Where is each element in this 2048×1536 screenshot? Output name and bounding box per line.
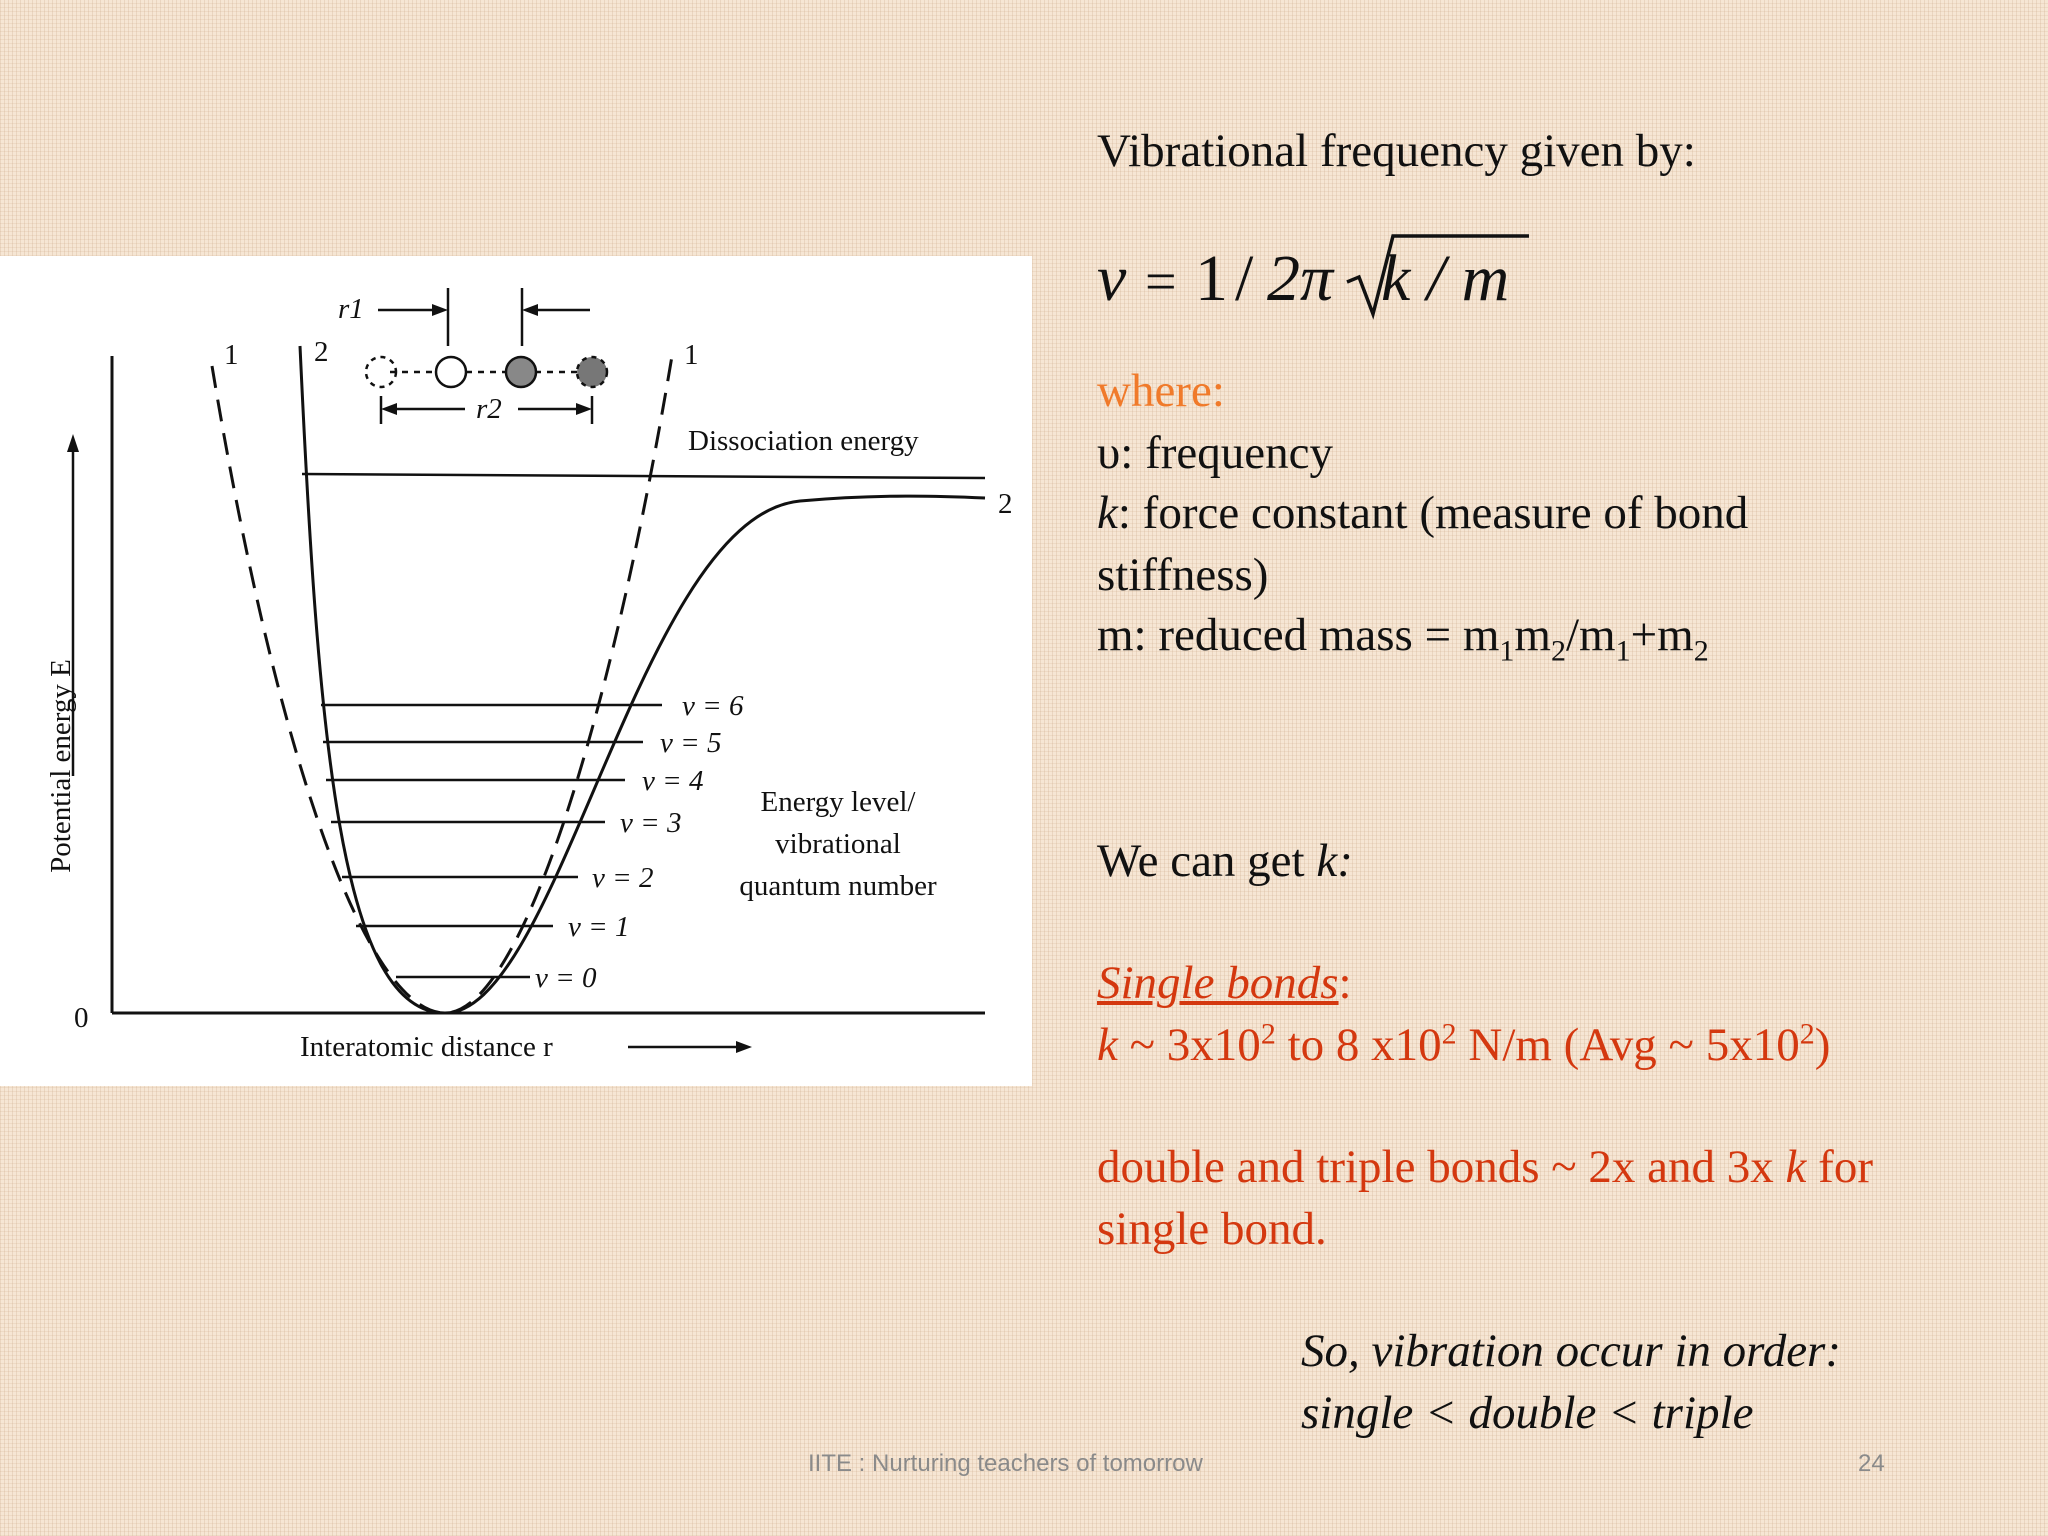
energy-level-label-2: vibrational	[775, 828, 901, 860]
r1-label: r1	[338, 293, 364, 325]
k-range-c: N/m (Avg ~ 5x10	[1456, 1019, 1800, 1071]
atom-dashed-filled-right	[577, 357, 607, 387]
def-m-slash: /m	[1565, 609, 1616, 661]
double-triple-line-2: single bond.	[1097, 1203, 1327, 1255]
order-line-2: single < double < triple	[1301, 1387, 1754, 1439]
k-sup-b: 2	[1441, 1017, 1457, 1051]
level-label-v4: v = 4	[642, 765, 704, 797]
atom-open-left	[436, 357, 466, 387]
level-label-v5: v = 5	[660, 727, 722, 759]
def-force-constant	[1097, 482, 1748, 544]
y-axis-arrowhead	[67, 434, 79, 452]
def-m-prefix: m: reduced mass = m	[1097, 609, 1500, 661]
k-range-line	[1097, 1014, 1830, 1076]
dissociation-label: Dissociation energy	[688, 425, 919, 457]
def-k-text: : force constant (measure of bond	[1117, 487, 1749, 539]
dissociation-level-line	[302, 474, 985, 478]
potential-energy-figure	[0, 256, 1032, 1086]
k-range-b: to 8 x10	[1275, 1019, 1442, 1071]
curve-1-label-left: 1	[224, 339, 239, 371]
def-force-constant-cont: stiffness)	[1097, 549, 1269, 601]
x-axis-label: Interatomic distance r	[300, 1031, 553, 1063]
level-label-v1: v = 1	[568, 911, 630, 943]
curve-2-label-right: 2	[998, 488, 1013, 520]
origin-label: 0	[74, 1002, 89, 1034]
get-k-line	[1097, 830, 1353, 892]
k-range-symbol: k	[1097, 1019, 1118, 1071]
y-axis-label: Potential energy E	[45, 659, 77, 873]
where-label: where:	[1097, 365, 1225, 417]
k-range-d: )	[1814, 1019, 1831, 1071]
formula-radicand: k / m	[1381, 242, 1510, 315]
sub-4: 2	[1693, 634, 1709, 668]
formula-two-pi: 2π	[1267, 242, 1334, 315]
formula-equals: =	[1145, 251, 1177, 313]
def-reduced-mass	[1097, 604, 1709, 666]
frequency-formula	[1097, 222, 1537, 322]
formula-slash: /	[1235, 242, 1254, 315]
k-symbol: k	[1097, 487, 1118, 539]
single-bonds-line	[1097, 952, 1352, 1014]
def-m-mid: m	[1514, 609, 1551, 661]
sub-1: 1	[1499, 634, 1515, 668]
curve-2-label-left: 2	[314, 336, 329, 368]
double-line-a: double and triple bonds ~ 2x and 3x	[1097, 1141, 1786, 1193]
footer-text: IITE : Nurturing teachers of tomorrow	[808, 1450, 1203, 1477]
level-label-v0: v = 0	[535, 962, 597, 994]
page-number: 24	[1858, 1450, 1885, 1477]
x-axis-arrowhead	[736, 1041, 752, 1053]
k-sup-c: 2	[1799, 1017, 1815, 1051]
def-frequency: υ: frequency	[1097, 427, 1333, 479]
double-triple-line	[1097, 1136, 1873, 1198]
curve-1-label-right: 1	[684, 339, 699, 371]
order-line-1: So, vibration occur in order:	[1301, 1325, 1841, 1377]
heading: Vibrational frequency given by:	[1097, 125, 1696, 177]
level-label-v6: v = 6	[682, 690, 744, 722]
sub-3: 1	[1615, 634, 1631, 668]
potential-energy-diagram	[0, 256, 1032, 1086]
level-label-v3: v = 3	[620, 807, 682, 839]
formula-one: 1	[1195, 242, 1228, 315]
double-line-b: for	[1806, 1141, 1873, 1193]
sub-2: 2	[1550, 634, 1566, 668]
k-sup-a: 2	[1260, 1017, 1276, 1051]
get-k-prefix: We can get	[1097, 835, 1317, 887]
single-bonds-colon: :	[1338, 957, 1352, 1009]
get-k-var: k:	[1316, 835, 1353, 887]
formula-graphic	[1097, 222, 1537, 322]
double-line-k: k	[1785, 1141, 1807, 1193]
def-m-plus: +m	[1630, 609, 1694, 661]
energy-level-label-3: quantum number	[739, 870, 937, 902]
r2-label: r2	[476, 393, 502, 425]
atom-filled-right	[506, 357, 536, 387]
level-label-v2: v = 2	[592, 862, 654, 894]
energy-level-label-1: Energy level/	[760, 786, 916, 818]
k-range-a: ~ 3x10	[1117, 1019, 1261, 1071]
single-bonds-label: Single bonds	[1097, 957, 1339, 1009]
formula-nu: ν	[1097, 242, 1127, 315]
